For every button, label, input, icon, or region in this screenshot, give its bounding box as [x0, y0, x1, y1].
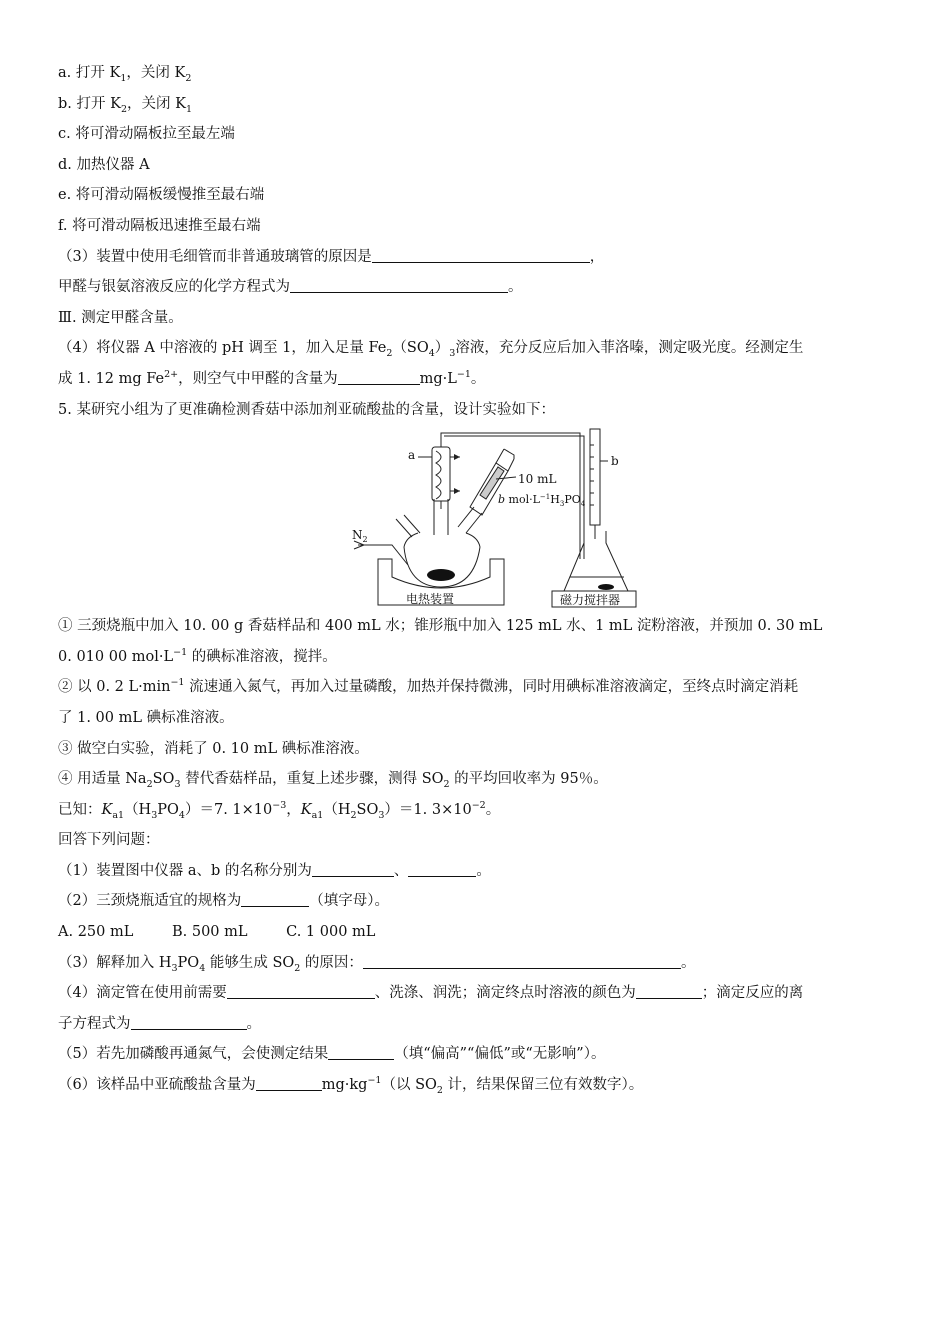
answer-blank[interactable]: [227, 984, 375, 1000]
known-constants: 已知：$K_{a1}(H_3PO_4)=7$. $1\times 10^{-3}$，$K_{a1}(H_2SO_3)=1$. $3\times 10^{-2}$。: [58, 799, 501, 821]
option-e: e. 将可滑动隔板缓慢推至最右端: [58, 187, 265, 204]
choice-a[interactable]: A. 250 mL: [58, 924, 134, 941]
section-heading: Ⅲ. 测定甲醛含量。: [58, 309, 183, 326]
answer-blank[interactable]: [131, 1014, 247, 1030]
apparatus-diagram: [348, 427, 668, 609]
step-1-line1: ① 三颈烧瓶中加入 10. 00 g 香菇样品和 400 mL 水；锥形瓶中加入 125 mL 水、1 mL 淀粉溶液，并预加 0. 30 mL: [58, 618, 823, 635]
subquestion-4-line1: （4）滴定管在使用前需要 、洗涤、润洗；滴定终点时溶液的颜色为 ；滴定反应的离: [58, 985, 804, 1002]
label-n2: $N_2$: [352, 528, 368, 545]
step-1-line2: 0. 010 00 $mol\cdot L^{-1}$ 的碘标准溶液，搅拌。: [58, 646, 337, 665]
document-page: [58, 58, 898, 1101]
step-2-line2: 了 1. 00 mL 碘标准溶液。: [58, 709, 234, 726]
subquestion-1: （1）装置图中仪器 a、b 的名称分别为 、 。: [58, 862, 491, 879]
answer-blank[interactable]: [241, 892, 309, 908]
answer-blank[interactable]: [636, 984, 702, 1000]
answer-blank[interactable]: [312, 861, 394, 877]
label-volume: 10 mL: [518, 472, 557, 487]
option-f: f. 将可滑动隔板迅速推至最右端: [58, 217, 261, 234]
answer-intro: 回答下列问题：: [58, 832, 160, 849]
label-concentration: b $mol\cdot L^{-1}H_3PO_4$: [498, 493, 586, 509]
question-4-line1: （4）将仪器 A 中溶液的 pH 调至 1，加入足量 $Fe_2(SO_4)_3$溶液，充分反应后加入菲洛嗪，测定吸光度。经测定生: [58, 340, 804, 360]
subquestion-3: （3）解释加入 $H_3PO_4$ 能够生成 $SO_2$ 的原因： 。: [58, 954, 696, 974]
label-a: a: [408, 448, 416, 463]
choice-c[interactable]: C. 1 000 mL: [286, 924, 376, 941]
choice-b[interactable]: B. 500 mL: [171, 924, 248, 941]
answer-blank[interactable]: [372, 247, 590, 263]
apparatus-figure: [58, 425, 898, 611]
subquestion-5: （5）若先加磷酸再通氮气，会使测定结果 （填“偏高”“偏低”或“无影响”）。: [58, 1046, 606, 1063]
subquestion-2: （2）三颈烧瓶适宜的规格为 （填字母）。: [58, 893, 389, 910]
subquestion-4-line2: 子方程式为 。: [58, 1015, 261, 1032]
question-3-line2: 甲醛与银氨溶液反应的化学方程式为 。: [58, 279, 523, 296]
question-3-line1: （3）装置中使用毛细管而非普通玻璃管的原因是 ，: [58, 248, 605, 265]
answer-blank[interactable]: [338, 369, 420, 385]
answer-blank[interactable]: [363, 953, 681, 969]
subquestion-2-choices: [58, 917, 898, 948]
option-c: c. 将可滑动隔板拉至最左端: [58, 126, 235, 143]
answer-blank[interactable]: [408, 861, 476, 877]
subquestion-6: （6）该样品中亚硫酸盐含量为 $mg\cdot kg^{-1}$（以 $SO_2$ 计，结果保留三位有效数字）。: [58, 1075, 644, 1096]
question-4-line2: 成 1. 12 mg $Fe^{2+}$，则空气中甲醛的含量为 $mg\cdot L^{-1}$。: [58, 369, 486, 387]
label-stirrer: 磁力搅拌器: [560, 593, 621, 608]
step-4: ④ 用适量 $Na_2SO_3$ 替代香菇样品，重复上述步骤，测得 $SO_2$ 的平均回收率为 95％。: [58, 771, 608, 790]
label-b: b: [611, 454, 619, 469]
option-d: d. 加热仪器 A: [58, 156, 150, 173]
answer-blank[interactable]: [328, 1045, 394, 1061]
answer-blank[interactable]: [290, 278, 508, 294]
step-3: ③ 做空白实验，消耗了 0. 10 mL 碘标准溶液。: [58, 740, 369, 757]
problem-5-intro: 5. 某研究小组为了更准确检测香菇中添加剂亚硫酸盐的含量，设计实验如下：: [58, 401, 555, 418]
label-heater: 电热装置: [406, 592, 455, 607]
option-a: a. 打开 $K_1$，关闭 $K_2$: [58, 65, 192, 84]
step-2-line1: ② 以 0. 2 $L\cdot\min^{-1}$ 流速通入氮气，再加入过量磷酸，加热并保持微沸，同时用碘标准溶液滴定，至终点时滴定消耗: [58, 677, 799, 696]
answer-blank[interactable]: [256, 1076, 322, 1092]
option-b: b. 打开 $K_2$，关闭 $K_1$: [58, 95, 192, 115]
